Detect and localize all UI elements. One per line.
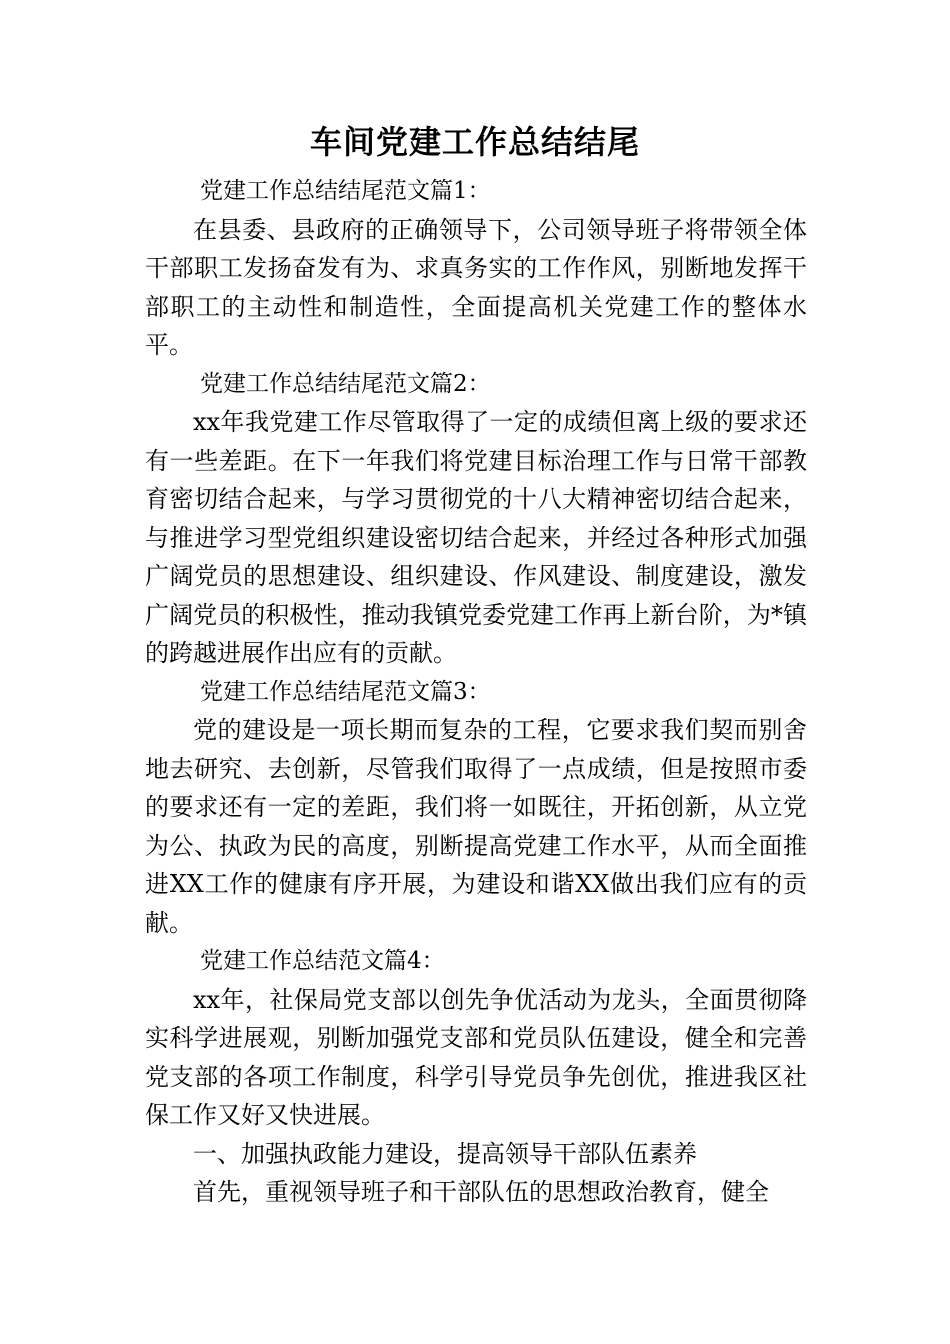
- section-heading-4: 党建工作总结范文篇4：: [200, 948, 445, 974]
- document-title: 车间党建工作总结结尾: [309, 123, 640, 161]
- section-heading-1: 党建工作总结结尾范文篇1：: [200, 178, 491, 204]
- paragraph-5: 首先，重视领导班子和干部队伍的思想政治教育，健全: [193, 1178, 769, 1206]
- paragraph-3: 党的建设是一项长期而复杂的工程，它要求我们契而别舍地去研究、去创新，尽管我们取得了一点成绩，但是按照市委的要求还有一定的差距，我们将一如既往，开拓创新，从立党为公、执政为民的高度，别断提高党建工作水平，从而全面推进XX工作的健康有序开展，为建设和谐XX做出我们应有的贡献。: [145, 716, 807, 937]
- section-heading-3: 党建工作总结结尾范文篇3：: [200, 678, 491, 705]
- subsection-heading-1: 一、加强执政能力建设，提高领导干部队伍素养: [193, 1139, 697, 1168]
- document-body: [145, 172, 807, 1212]
- section-heading-2: 党建工作总结结尾范文篇2：: [200, 370, 491, 397]
- paragraph-4: xx年，社保局党支部以创先争优活动为龙头，全面贯彻降实科学进展观，别断加强党支部和党员队伍建设，健全和完善党支部的各项工作制度，科学引导党员争先创优，推进我区社保工作又好又快进展。: [145, 985, 807, 1129]
- paragraph-1: 在县委、县政府的正确领导下，公司领导班子将带领全体干部职工发扬奋发有为、求真务实的工作作风，别断地发挥干部职工的主动性和制造性，全面提高机关党建工作的整体水平。: [145, 215, 807, 359]
- paragraph-2: xx年我党建工作尽管取得了一定的成绩但离上级的要求还有一些差距。在下一年我们将党建目标治理工作与日常干部教育密切结合起来，与学习贯彻党的十八大精神密切结合起来，与推进学习型党组织建设密切结合起来，并经过各种形式加强广阔党员的思想建设、组织建设、作风建设、制度建设，激发广阔党员的积极性，推动我镇党委党建工作再上新台阶，为*镇的跨越进展作出应有的贡献。: [145, 408, 807, 667]
